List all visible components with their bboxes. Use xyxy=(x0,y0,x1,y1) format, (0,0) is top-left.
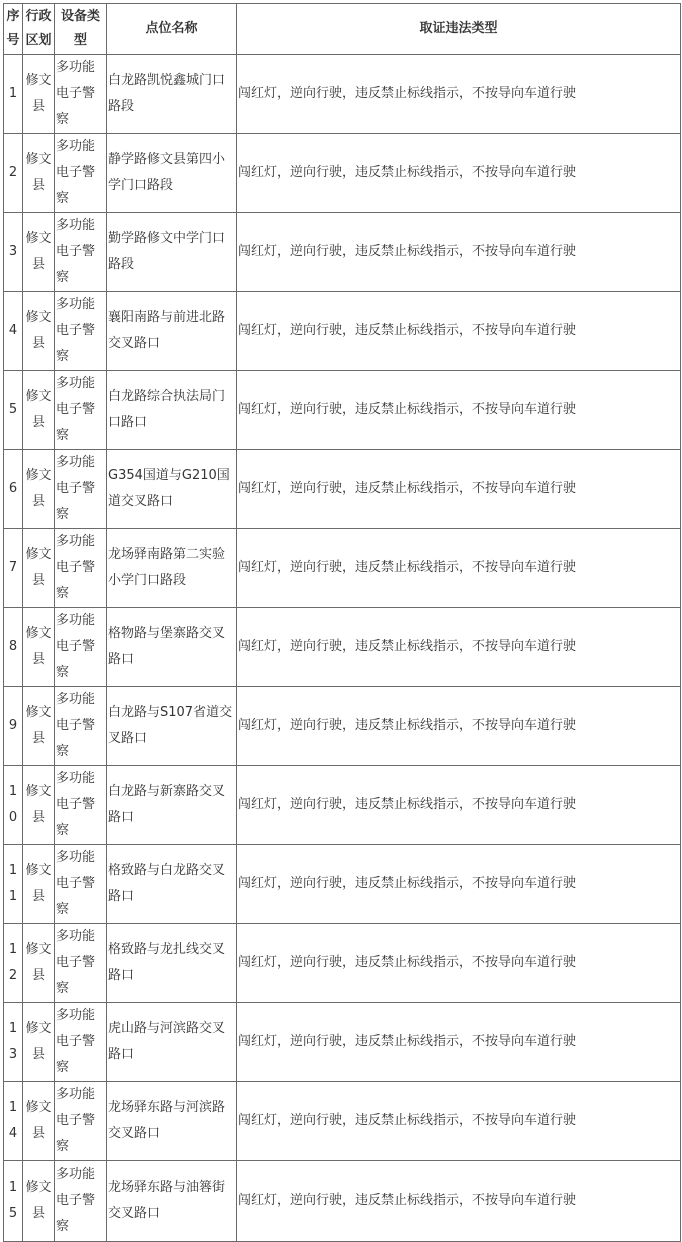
table-row xyxy=(4,687,681,766)
table-row xyxy=(4,450,681,529)
cell-device: 多功能电子警察 xyxy=(55,1003,107,1082)
cell-seq: 12 xyxy=(4,924,23,1003)
table-row xyxy=(4,1003,681,1082)
cell-seq: 4 xyxy=(4,292,23,371)
cell-area: 修文县 xyxy=(23,55,55,134)
cell-location: 龙场驿南路第二实验小学门口路段 xyxy=(107,529,237,608)
cell-location: G354国道与G210国道交叉路口 xyxy=(107,450,237,529)
cell-device: 多功能电子警察 xyxy=(55,924,107,1003)
cell-location: 襄阳南路与前进北路交叉路口 xyxy=(107,292,237,371)
cell-violation: 闯红灯，逆向行驶，违反禁止标线指示，不按导向车道行驶 xyxy=(237,608,681,687)
cell-device: 多功能电子警察 xyxy=(55,55,107,134)
cell-device: 多功能电子警察 xyxy=(55,1161,107,1242)
cell-violation: 闯红灯，逆向行驶，违反禁止标线指示，不按导向车道行驶 xyxy=(237,529,681,608)
cell-location: 白龙路凯悦鑫城门口路段 xyxy=(107,55,237,134)
header-location: 点位名称 xyxy=(107,4,237,55)
cell-area: 修文县 xyxy=(23,687,55,766)
cell-device: 多功能电子警察 xyxy=(55,766,107,845)
cell-location: 格致路与龙扎线交叉路口 xyxy=(107,924,237,1003)
cell-location: 白龙路与S107省道交叉路口 xyxy=(107,687,237,766)
table-row xyxy=(4,371,681,450)
cell-violation: 闯红灯，逆向行驶，违反禁止标线指示，不按导向车道行驶 xyxy=(237,766,681,845)
cell-device: 多功能电子警察 xyxy=(55,529,107,608)
cell-area: 修文县 xyxy=(23,450,55,529)
cell-device: 多功能电子警察 xyxy=(55,371,107,450)
cell-seq: 1 xyxy=(4,55,23,134)
cell-seq: 11 xyxy=(4,845,23,924)
table-row xyxy=(4,608,681,687)
cell-violation: 闯红灯，逆向行驶，违反禁止标线指示，不按导向车道行驶 xyxy=(237,450,681,529)
cell-seq: 6 xyxy=(4,450,23,529)
table-row xyxy=(4,529,681,608)
cell-device: 多功能电子警察 xyxy=(55,608,107,687)
cell-device: 多功能电子警察 xyxy=(55,687,107,766)
cell-seq: 13 xyxy=(4,1003,23,1082)
cell-area: 修文县 xyxy=(23,1161,55,1242)
cell-area: 修文县 xyxy=(23,134,55,213)
table-header-row xyxy=(4,4,681,55)
cell-seq: 2 xyxy=(4,134,23,213)
cell-seq: 10 xyxy=(4,766,23,845)
cell-device: 多功能电子警察 xyxy=(55,292,107,371)
cell-area: 修文县 xyxy=(23,529,55,608)
table-row xyxy=(4,292,681,371)
cell-device: 多功能电子警察 xyxy=(55,213,107,292)
cell-area: 修文县 xyxy=(23,1003,55,1082)
cell-seq: 14 xyxy=(4,1082,23,1161)
cell-device: 多功能电子警察 xyxy=(55,134,107,213)
header-device: 设备类型 xyxy=(55,4,107,55)
cell-violation: 闯红灯，逆向行驶，违反禁止标线指示，不按导向车道行驶 xyxy=(237,213,681,292)
table-row xyxy=(4,134,681,213)
table-row xyxy=(4,1082,681,1161)
header-seq: 序号 xyxy=(4,4,23,55)
cell-area: 修文县 xyxy=(23,924,55,1003)
cell-device: 多功能电子警察 xyxy=(55,845,107,924)
cell-location: 勤学路修文中学门口路段 xyxy=(107,213,237,292)
cell-area: 修文县 xyxy=(23,213,55,292)
cell-violation: 闯红灯，逆向行驶，违反禁止标线指示，不按导向车道行驶 xyxy=(237,1082,681,1161)
table-row xyxy=(4,924,681,1003)
table-row xyxy=(4,766,681,845)
cell-area: 修文县 xyxy=(23,1082,55,1161)
cell-location: 格致路与白龙路交叉路口 xyxy=(107,845,237,924)
cell-seq: 9 xyxy=(4,687,23,766)
cell-violation: 闯红灯，逆向行驶，违反禁止标线指示，不按导向车道行驶 xyxy=(237,924,681,1003)
cell-violation: 闯红灯，逆向行驶，违反禁止标线指示，不按导向车道行驶 xyxy=(237,292,681,371)
cell-seq: 8 xyxy=(4,608,23,687)
header-violation: 取证违法类型 xyxy=(237,4,681,55)
header-area: 行政区划 xyxy=(23,4,55,55)
cell-location: 龙场驿东路与油簭街交叉路口 xyxy=(107,1161,237,1242)
camera-location-table xyxy=(3,3,681,1242)
cell-device: 多功能电子警察 xyxy=(55,1082,107,1161)
cell-location: 虎山路与河滨路交叉路口 xyxy=(107,1003,237,1082)
table-row xyxy=(4,55,681,134)
table-row xyxy=(4,213,681,292)
cell-violation: 闯红灯，逆向行驶，违反禁止标线指示，不按导向车道行驶 xyxy=(237,55,681,134)
table-row xyxy=(4,845,681,924)
cell-seq: 15 xyxy=(4,1161,23,1242)
cell-violation: 闯红灯，逆向行驶，违反禁止标线指示，不按导向车道行驶 xyxy=(237,687,681,766)
cell-seq: 7 xyxy=(4,529,23,608)
cell-location: 白龙路综合执法局门口路口 xyxy=(107,371,237,450)
cell-area: 修文县 xyxy=(23,608,55,687)
cell-seq: 3 xyxy=(4,213,23,292)
cell-violation: 闯红灯，逆向行驶，违反禁止标线指示，不按导向车道行驶 xyxy=(237,134,681,213)
cell-area: 修文县 xyxy=(23,292,55,371)
cell-violation: 闯红灯，逆向行驶，违反禁止标线指示，不按导向车道行驶 xyxy=(237,371,681,450)
cell-location: 静学路修文县第四小学门口路段 xyxy=(107,134,237,213)
cell-violation: 闯红灯，逆向行驶，违反禁止标线指示，不按导向车道行驶 xyxy=(237,1161,681,1242)
cell-area: 修文县 xyxy=(23,766,55,845)
cell-violation: 闯红灯，逆向行驶，违反禁止标线指示，不按导向车道行驶 xyxy=(237,845,681,924)
cell-seq: 5 xyxy=(4,371,23,450)
cell-violation: 闯红灯，逆向行驶，违反禁止标线指示，不按导向车道行驶 xyxy=(237,1003,681,1082)
cell-area: 修文县 xyxy=(23,845,55,924)
cell-area: 修文县 xyxy=(23,371,55,450)
cell-location: 白龙路与新寨路交叉路口 xyxy=(107,766,237,845)
cell-location: 龙场驿东路与河滨路交叉路口 xyxy=(107,1082,237,1161)
table-row xyxy=(4,1161,681,1242)
cell-location: 格物路与堡寨路交叉路口 xyxy=(107,608,237,687)
cell-device: 多功能电子警察 xyxy=(55,450,107,529)
